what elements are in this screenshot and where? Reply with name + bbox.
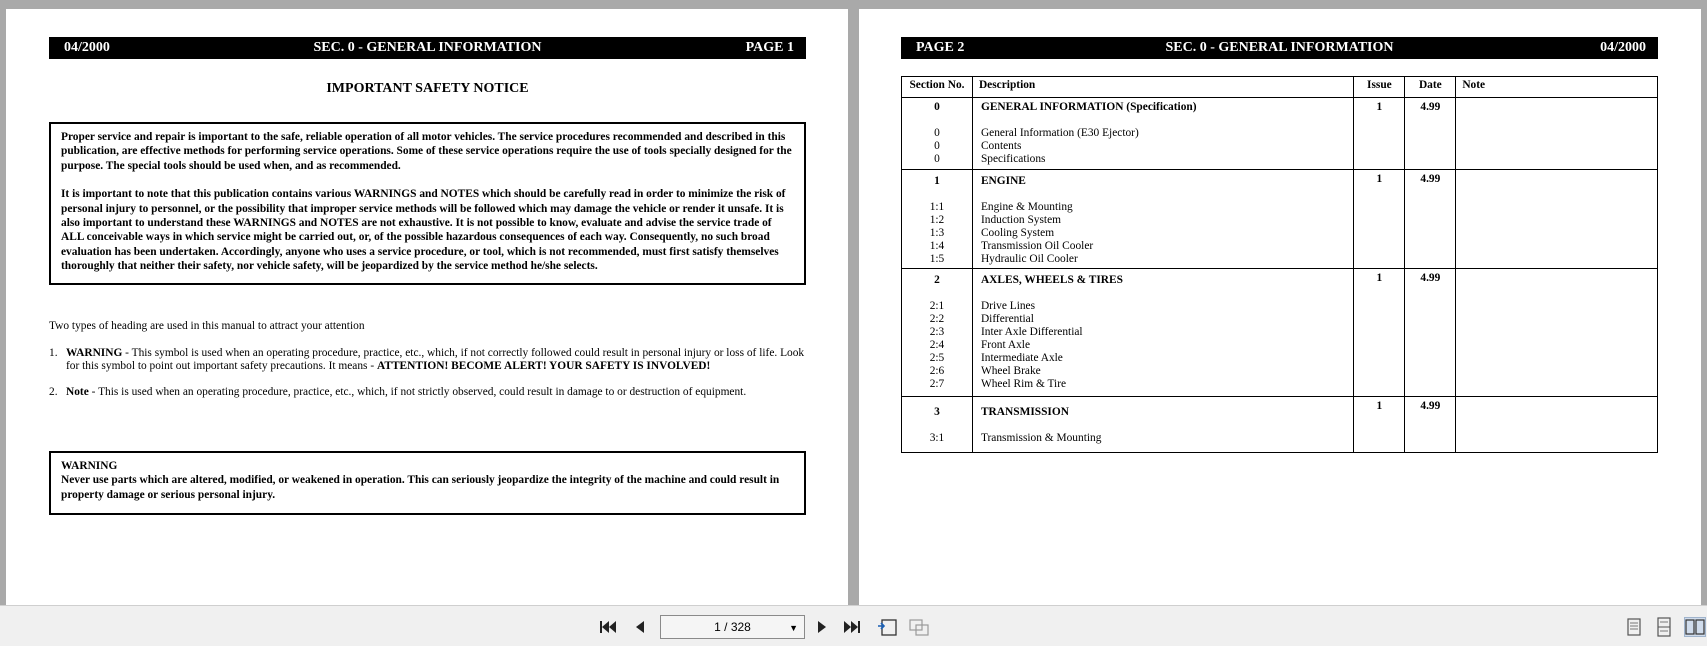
next-page-icon[interactable] <box>812 617 832 637</box>
section-title: TRANSMISSION <box>980 406 1069 418</box>
table-row <box>902 170 1658 269</box>
date-cell: 4.99 <box>1405 98 1456 170</box>
section-number: 0 <box>934 101 940 113</box>
section-number: 1 <box>934 175 940 187</box>
subsection-number: 2:1 <box>929 300 945 312</box>
contents-table <box>901 76 1658 453</box>
column-header-description: Description <box>972 77 1353 98</box>
note-cell <box>1456 269 1658 397</box>
page-2 <box>859 9 1701 605</box>
subsection-number: 2:5 <box>929 352 945 364</box>
continuous-view-icon[interactable] <box>1654 617 1674 637</box>
warning-text: Never use parts which are altered, modified, or weakened in operation. This can seriously jeopardize the integrity of the machine and could result in property damage or serious personal injury. <box>61 474 780 501</box>
notice-paragraph-1: Proper service and repair is important to the safe, reliable operation of all motor vehicles. The service procedures recommended and described in this publication, are effective methods for performing service operations. Some of these service operations require the use of tools specially designed for the purpose. The special tools should be used when, and as recommended. <box>61 131 792 172</box>
list-item-warning <box>49 347 809 373</box>
subsection-number: 2:3 <box>929 326 945 338</box>
subsection-number: 2:7 <box>929 378 945 390</box>
subsection-desc: Transmission Oil Cooler <box>980 240 1094 252</box>
subsection-number: 2:6 <box>929 365 945 377</box>
header-left: 04/2000 <box>64 40 110 55</box>
issue-cell: 1 <box>1354 98 1405 170</box>
issue-cell: 1 <box>1354 269 1405 397</box>
subsection-number: 3:1 <box>929 432 945 444</box>
header-center: SEC. 0 - GENERAL INFORMATION <box>1165 40 1394 55</box>
table-row <box>902 98 1658 170</box>
header-center: SEC. 0 - GENERAL INFORMATION <box>313 40 542 55</box>
note-cell <box>1456 397 1658 453</box>
section-title: AXLES, WHEELS & TIRES <box>980 274 1123 286</box>
subsection-desc: Drive Lines <box>980 300 1036 312</box>
subsection-desc: Intermediate Axle <box>980 352 1063 364</box>
subsection-desc: Wheel Brake <box>980 365 1041 377</box>
date-cell: 4.99 <box>1405 170 1456 269</box>
list-number: 2. <box>49 386 58 398</box>
subsection-desc: Engine & Mounting <box>980 201 1073 213</box>
issue-cell: 1 <box>1354 397 1405 453</box>
subsection-number: 1:5 <box>929 253 945 265</box>
page-indicator: 1 / 328 <box>714 620 751 634</box>
list-item-note <box>49 386 809 399</box>
intro-text: Two types of heading are used in this manual to attract your attention <box>49 320 365 332</box>
table-row <box>902 397 1658 453</box>
subsection-desc: Contents <box>980 140 1022 152</box>
list-text: - This symbol is used when an operating procedure, practice, etc., which, if not correctly followed could result in personal injury or loss of life. Look for this symbol to point out important safety precautions. It means - <box>66 347 805 372</box>
two-page-view-icon[interactable] <box>1684 617 1706 637</box>
header-right: 04/2000 <box>1600 40 1646 55</box>
table-header-row <box>902 77 1658 98</box>
subsection-desc: Inter Axle Differential <box>980 326 1083 338</box>
subsection-desc: Front Axle <box>980 339 1030 351</box>
page-1 <box>6 9 848 605</box>
list-label: WARNING <box>66 347 123 359</box>
subsection-desc: Cooling System <box>980 227 1055 239</box>
subsection-desc: General Information (E30 Ejector) <box>980 127 1139 139</box>
section-number: 2 <box>934 274 940 286</box>
note-cell <box>1456 170 1658 269</box>
date-cell: 4.99 <box>1405 397 1456 453</box>
subsection-number: 2:4 <box>929 339 945 351</box>
subsection-number: 0 <box>934 140 940 152</box>
list-emphasis: ATTENTION! BECOME ALERT! YOUR SAFETY IS INVOLVED! <box>376 360 711 372</box>
first-page-icon[interactable] <box>598 617 618 637</box>
issue-cell: 1 <box>1354 170 1405 269</box>
column-header-section: Section No. <box>902 77 973 98</box>
page-title: IMPORTANT SAFETY NOTICE <box>326 81 529 96</box>
subsection-number: 2:2 <box>929 313 945 325</box>
column-header-issue: Issue <box>1354 77 1405 98</box>
section-title: GENERAL INFORMATION (Specification) <box>980 101 1197 113</box>
list-number: 1. <box>49 347 58 359</box>
header-left: PAGE 2 <box>916 40 965 55</box>
list-text: - This is used when an operating procedure, practice, etc., which, if not strictly observed, could result in damage to or destruction of equipment. <box>88 386 747 398</box>
page-number-field[interactable] <box>660 615 805 639</box>
warning-box <box>49 451 806 515</box>
subsection-desc: Induction System <box>980 214 1061 226</box>
safety-notice-box <box>49 122 806 285</box>
subsection-desc: Differential <box>980 313 1034 325</box>
fit-page-icon[interactable] <box>876 617 898 637</box>
fit-width-icon[interactable] <box>908 617 930 637</box>
subsection-number: 1:1 <box>929 201 945 213</box>
column-header-note: Note <box>1456 77 1658 98</box>
table-row <box>902 269 1658 397</box>
previous-page-icon[interactable] <box>630 617 650 637</box>
subsection-number: 1:2 <box>929 214 945 226</box>
viewer-toolbar <box>0 605 1707 646</box>
single-page-view-icon[interactable] <box>1624 617 1644 637</box>
subsection-desc: Wheel Rim & Tire <box>980 378 1067 390</box>
subsection-number: 1:4 <box>929 240 945 252</box>
page-header <box>901 37 1658 59</box>
column-header-date: Date <box>1405 77 1456 98</box>
subsection-number: 0 <box>934 127 940 139</box>
notice-paragraph-2: It is important to note that this publication contains various WARNINGS and NOTES which should be carefully read in order to minimize the risk of personal injury to personnel, or the possibility that improper service methods will be followed which may damage the vehicle or render it unsafe. It is also important to understand these WARNINGS and NOTES are not exhaustive. It is not possible to know, evaluate and advise the service trade of ALL conceivable ways in which service might be carried out, or, of the possible hazardous consequences of each way. Consequently, no such broad evaluation has been undertaken. Accordingly, anyone who uses a service procedure, or tool, which is not recommended, must first satisfy themselves thoroughly that neither their safety, nor vehicle safety, will be jeopardized by the service method he/she selects. <box>61 188 786 273</box>
section-number: 3 <box>934 406 940 418</box>
subsection-desc: Hydraulic Oil Cooler <box>980 253 1078 265</box>
subsection-number: 0 <box>934 153 940 165</box>
subsection-desc: Specifications <box>980 153 1046 165</box>
subsection-desc: Transmission & Mounting <box>980 432 1102 444</box>
chevron-down-icon[interactable]: ▼ <box>789 623 798 633</box>
section-title: ENGINE <box>980 175 1026 187</box>
list-label: Note <box>66 386 89 398</box>
date-cell: 4.99 <box>1405 269 1456 397</box>
subsection-number: 1:3 <box>929 227 945 239</box>
last-page-icon[interactable] <box>842 617 862 637</box>
warning-heading: WARNING <box>61 460 118 472</box>
page-header <box>49 37 806 59</box>
note-cell <box>1456 98 1658 170</box>
header-right: PAGE 1 <box>745 40 794 55</box>
